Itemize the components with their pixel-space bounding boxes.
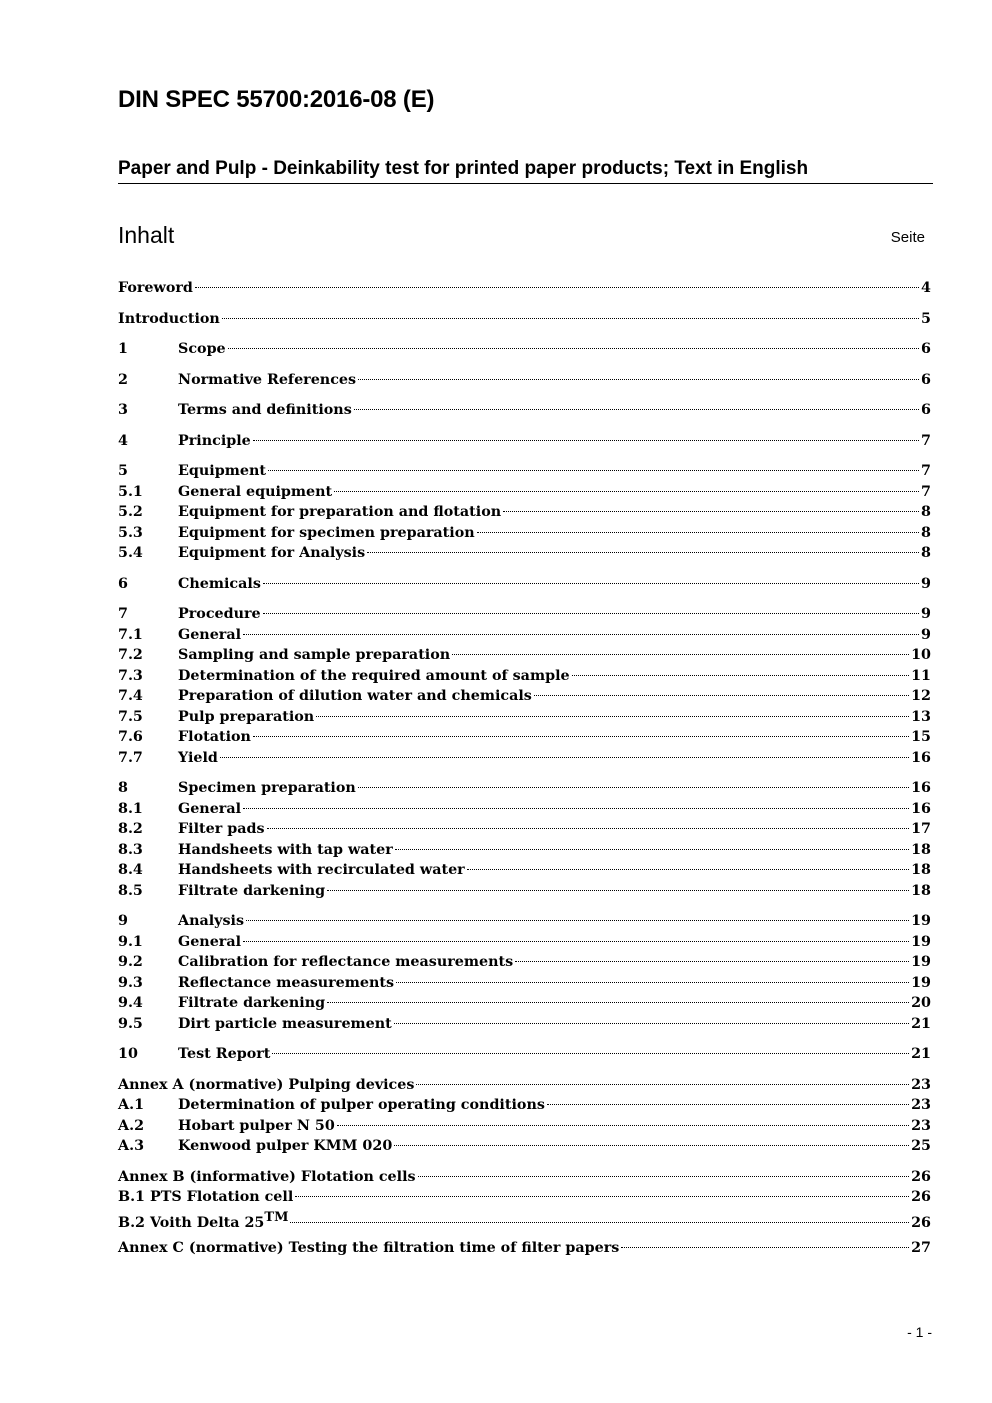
- toc-entry-title-text: Kenwood pulper KMM 020: [178, 1138, 393, 1154]
- toc-entry-title-text: Handsheets with tap water: [178, 841, 393, 858]
- toc-entry-number: A.2: [118, 1117, 145, 1134]
- toc-entry-title-text: Calibration for reflectance measurements: [178, 954, 514, 970]
- toc-entry-number: A.3: [118, 1138, 145, 1154]
- toc-entry-number: 8.4: [118, 862, 143, 878]
- toc-entry-title-text: Procedure: [178, 606, 261, 622]
- toc-entry[interactable]: [118, 625, 931, 646]
- table-of-contents: [118, 278, 931, 1259]
- toc-entry-title-text: Chemicals: [178, 575, 261, 592]
- toc-entry-title: [178, 502, 501, 523]
- toc-entry-title-text: Hobart pulper N 50: [178, 1117, 335, 1134]
- toc-entry-title: [178, 574, 261, 595]
- toc-entry-title-text: Annex B (informative) Flotation cells: [118, 1168, 416, 1185]
- toc-entry-page: 18: [911, 862, 931, 878]
- toc-entry[interactable]: [118, 278, 931, 299]
- toc-entry-title: [178, 860, 465, 881]
- toc-entry-title: [178, 523, 475, 544]
- document-subtitle: Paper and Pulp - Deinkability test for printed paper products; Text in English: [118, 158, 933, 184]
- toc-entry-page: 13: [911, 708, 931, 725]
- toc-entry-title-text: B.1 PTS Flotation cell: [118, 1189, 294, 1205]
- toc-entry-page: 26: [911, 1189, 931, 1205]
- toc-entry-title: [178, 686, 532, 707]
- toc-entry-title-text: Normative References: [178, 371, 357, 388]
- toc-dot-leader: [477, 532, 919, 533]
- toc-entry-page: 8: [921, 524, 931, 541]
- toc-dot-leader: [367, 552, 919, 553]
- toc-entry-number: 8: [118, 780, 128, 796]
- toc-entry[interactable]: [118, 645, 931, 666]
- toc-dot-leader: [334, 491, 919, 492]
- toc-entry-title-text: Preparation of dilution water and chemicals: [178, 688, 532, 704]
- toc-entry-title-text: Principle: [178, 432, 251, 449]
- toc-entry[interactable]: [118, 1044, 931, 1065]
- toc-entry-page: 23: [911, 1076, 931, 1093]
- toc-dot-leader: [228, 348, 919, 349]
- toc-entry-page: 16: [911, 749, 931, 766]
- toc-entry-title: [178, 666, 570, 687]
- toc-dot-leader: [272, 1053, 909, 1054]
- toc-entry-number: 6: [118, 575, 128, 592]
- page-column-label: Seite: [890, 229, 925, 246]
- toc-dot-leader: [295, 1196, 909, 1197]
- toc-entry-title: [118, 309, 220, 330]
- toc-dot-leader: [195, 287, 919, 288]
- toc-dot-leader: [327, 1002, 909, 1003]
- toc-dot-leader: [290, 1222, 909, 1223]
- toc-entry-title: [178, 645, 450, 666]
- toc-entry-number: 7.7: [118, 749, 143, 766]
- toc-entry-page: 18: [911, 841, 931, 858]
- toc-dot-leader: [222, 318, 919, 319]
- toc-entry-title-text: Equipment for preparation and flotation: [178, 504, 502, 520]
- toc-entry-title: [118, 278, 193, 299]
- toc-entry-title-text: Equipment for specimen preparation: [178, 524, 475, 541]
- toc-entry[interactable]: [118, 400, 931, 421]
- toc-entry[interactable]: [118, 502, 931, 523]
- toc-entry-number: 10: [118, 1046, 138, 1062]
- toc-entry[interactable]: [118, 799, 931, 820]
- toc-entry-title-text: Reflectance measurements: [178, 974, 395, 991]
- toc-entry[interactable]: [118, 574, 931, 595]
- toc-entry-title: [118, 1167, 416, 1188]
- toc-entry-page: 15: [911, 729, 931, 745]
- toc-entry-title: [178, 707, 314, 728]
- toc-entry-title: [178, 604, 261, 625]
- toc-entry[interactable]: [118, 748, 931, 769]
- toc-entry-page: 10: [911, 647, 931, 663]
- toc-entry-page: 4: [921, 280, 931, 296]
- toc-entry-title-text: Scope: [178, 341, 226, 357]
- toc-dot-leader: [354, 409, 919, 410]
- toc-dot-leader: [263, 583, 919, 584]
- toc-entry-title-text: Annex C (normative) Testing the filtration time of filter papers: [118, 1240, 620, 1256]
- toc-entry-title: [178, 1116, 335, 1137]
- toc-entry-title: [178, 911, 244, 932]
- toc-entry-title-text: Filtrate darkening: [178, 882, 326, 899]
- toc-entry-title: [178, 973, 394, 994]
- toc-entry[interactable]: [118, 309, 931, 330]
- toc-entry-number: 7.1: [118, 626, 143, 643]
- toc-entry[interactable]: [118, 932, 931, 953]
- toc-entry[interactable]: [118, 860, 931, 881]
- toc-entry-title-text: Test Report: [178, 1046, 271, 1062]
- toc-entry[interactable]: [118, 727, 931, 748]
- toc-entry[interactable]: [118, 370, 931, 391]
- toc-entry-page: 19: [911, 933, 931, 950]
- toc-dot-leader: [418, 1176, 910, 1177]
- toc-entry-number: 9.3: [118, 974, 143, 991]
- toc-entry-page: 18: [911, 882, 931, 899]
- toc-entry-number: 9.4: [118, 995, 143, 1011]
- toc-entry-page: 7: [921, 463, 931, 479]
- toc-entry[interactable]: [118, 666, 931, 687]
- toc-entry-page: 26: [911, 1214, 931, 1231]
- toc-entry-title: [178, 819, 265, 840]
- toc-entry-title-text: Handsheets with recirculated water: [178, 862, 465, 878]
- toc-entry-number: 9: [118, 913, 128, 929]
- toc-entry[interactable]: [118, 686, 931, 707]
- toc-entry[interactable]: [118, 973, 931, 994]
- toc-entry-title: [178, 799, 241, 820]
- toc-entry-title-text: Equipment: [178, 463, 266, 479]
- toc-entry-title: [178, 482, 332, 503]
- toc-entry-title: [178, 952, 513, 973]
- toc-dot-leader: [267, 828, 910, 829]
- toc-dot-leader: [337, 1125, 909, 1126]
- toc-entry-title-text: Sampling and sample preparation: [178, 647, 451, 663]
- toc-entry-title: [118, 1187, 293, 1208]
- toc-entry-title: [178, 993, 325, 1014]
- toc-entry[interactable]: [118, 1014, 931, 1035]
- toc-entry-page: 6: [921, 371, 931, 388]
- toc-entry-page: 26: [911, 1168, 931, 1185]
- toc-entry-number: 2: [118, 371, 128, 388]
- toc-entry-title: [178, 1136, 392, 1157]
- toc-dot-leader: [395, 849, 909, 850]
- toc-entry-page: 16: [911, 780, 931, 796]
- toc-entry-title: [178, 748, 218, 769]
- toc-heading: Inhalt: [118, 222, 175, 248]
- toc-entry-number: A.1: [118, 1097, 145, 1113]
- toc-entry[interactable]: [118, 482, 931, 503]
- toc-entry-page: 9: [921, 575, 931, 592]
- toc-entry-title: [178, 370, 356, 391]
- toc-entry-number: 7: [118, 606, 128, 622]
- toc-entry[interactable]: [118, 1136, 931, 1157]
- toc-entry-title-text: General equipment: [178, 483, 333, 500]
- toc-entry[interactable]: [118, 339, 931, 360]
- toc-entry-title: [178, 932, 241, 953]
- toc-entry-title: [178, 431, 251, 452]
- toc-entry-number: 8.2: [118, 821, 143, 837]
- toc-entry-title: [118, 1075, 414, 1096]
- toc-entry-title: [178, 339, 226, 360]
- toc-entry[interactable]: [118, 1075, 931, 1096]
- toc-entry-title: [178, 778, 356, 799]
- toc-entry[interactable]: [118, 911, 931, 932]
- toc-entry-title-text: General: [178, 933, 242, 950]
- toc-entry[interactable]: [118, 840, 931, 861]
- toc-dot-leader: [358, 787, 909, 788]
- toc-entry[interactable]: [118, 523, 931, 544]
- toc-entry-title-text: Dirt particle measurement: [178, 1015, 392, 1032]
- toc-entry-title-text: Flotation: [178, 729, 251, 745]
- toc-dot-leader: [396, 982, 909, 983]
- toc-entry-number: 7.4: [118, 688, 143, 704]
- toc-entry-page: 6: [921, 402, 931, 418]
- toc-entry-title-text: Annex A (normative) Pulping devices: [118, 1076, 415, 1093]
- toc-entry-number: 9.2: [118, 954, 143, 970]
- toc-entry-page: 8: [921, 545, 931, 561]
- toc-entry-title: [118, 1208, 288, 1234]
- toc-entry-number: 9.1: [118, 933, 143, 950]
- toc-entry-title-text: Specimen preparation: [178, 780, 356, 796]
- toc-entry-number: 7.6: [118, 729, 143, 745]
- toc-entry[interactable]: [118, 461, 931, 482]
- toc-entry-title-text: General: [178, 626, 242, 643]
- toc-entry-title: [178, 543, 365, 564]
- toc-entry-page: 17: [911, 821, 931, 837]
- toc-dot-leader: [394, 1023, 909, 1024]
- toc-entry-page: 16: [911, 800, 931, 817]
- toc-entry[interactable]: [118, 1167, 931, 1188]
- toc-dot-leader: [243, 941, 909, 942]
- toc-dot-leader: [416, 1084, 909, 1085]
- toc-entry-page: 8: [921, 504, 931, 520]
- toc-dot-leader: [327, 890, 909, 891]
- page-number: - 1 -: [907, 1324, 932, 1340]
- trademark-superscript: TM: [264, 1209, 289, 1225]
- toc-entry-title: [178, 840, 393, 861]
- toc-entry-title: [178, 461, 266, 482]
- toc-entry[interactable]: [118, 1238, 931, 1259]
- toc-entry-number: 5: [118, 463, 128, 479]
- toc-entry[interactable]: [118, 1095, 931, 1116]
- toc-entry-title-text: Terms and definitions: [178, 402, 352, 418]
- toc-entry-page: 7: [921, 432, 931, 449]
- toc-entry-title: [178, 1014, 392, 1035]
- toc-entry[interactable]: [118, 1208, 931, 1229]
- toc-dot-leader: [547, 1104, 909, 1105]
- toc-entry-title-text: Filtrate darkening: [178, 995, 326, 1011]
- toc-entry-title: [118, 1238, 619, 1259]
- toc-entry-page: 25: [911, 1138, 931, 1154]
- toc-entry-page: 19: [911, 954, 931, 970]
- toc-entry[interactable]: [118, 819, 931, 840]
- toc-entry-title: [178, 727, 251, 748]
- toc-entry-number: 1: [118, 341, 128, 357]
- toc-entry-number: 4: [118, 432, 128, 449]
- toc-dot-leader: [243, 634, 919, 635]
- toc-entry[interactable]: [118, 993, 931, 1014]
- toc-entry-title: [178, 1095, 545, 1116]
- toc-entry-title-text: General: [178, 800, 242, 817]
- toc-entry-number: 5.2: [118, 504, 143, 520]
- toc-entry[interactable]: [118, 952, 931, 973]
- document-title: DIN SPEC 55700:2016-08 (E): [118, 86, 435, 113]
- toc-entry-page: 21: [911, 1015, 931, 1032]
- toc-entry-number: 7.2: [118, 647, 143, 663]
- toc-entry[interactable]: [118, 707, 931, 728]
- toc-entry-title-text: Foreword: [118, 280, 193, 296]
- toc-dot-leader: [220, 757, 909, 758]
- toc-dot-leader: [515, 961, 909, 962]
- toc-dot-leader: [534, 695, 909, 696]
- toc-entry-title-text: Determination of the required amount of sample: [178, 667, 570, 684]
- toc-entry[interactable]: [118, 778, 931, 799]
- toc-entry-title-text: Pulp preparation: [178, 708, 315, 725]
- toc-dot-leader: [358, 379, 919, 380]
- toc-entry-title-text: Determination of pulper operating conditions: [178, 1097, 545, 1113]
- toc-entry-page: 7: [921, 483, 931, 500]
- toc-entry-title-text: Introduction: [118, 310, 220, 327]
- toc-entry-page: 6: [921, 341, 931, 357]
- toc-dot-leader: [572, 675, 909, 676]
- toc-entry-number: 8.1: [118, 800, 143, 817]
- toc-entry-title: [178, 881, 325, 902]
- toc-entry-title-text: Yield: [178, 749, 218, 766]
- toc-dot-leader: [243, 808, 909, 809]
- toc-entry-page: 5: [921, 310, 931, 327]
- toc-entry-page: 20: [911, 995, 931, 1011]
- toc-dot-leader: [503, 511, 919, 512]
- toc-entry-title: [178, 1044, 270, 1065]
- toc-entry-number: 8.3: [118, 841, 143, 858]
- toc-entry-page: 27: [911, 1240, 931, 1256]
- toc-entry-page: 23: [911, 1097, 931, 1113]
- toc-entry-number: 9.5: [118, 1015, 143, 1032]
- toc-dot-leader: [246, 920, 909, 921]
- toc-entry-page: 12: [911, 688, 931, 704]
- toc-dot-leader: [263, 613, 919, 614]
- toc-dot-leader: [467, 869, 909, 870]
- toc-entry-number: 8.5: [118, 882, 143, 899]
- toc-entry-number: 7.3: [118, 667, 143, 684]
- toc-dot-leader: [394, 1145, 909, 1146]
- toc-dot-leader: [268, 470, 919, 471]
- toc-dot-leader: [452, 654, 909, 655]
- toc-entry-page: 23: [911, 1117, 931, 1134]
- toc-entry[interactable]: [118, 1187, 931, 1208]
- toc-entry-title: [178, 625, 241, 646]
- toc-entry-number: 3: [118, 402, 128, 418]
- toc-entry-title: [178, 400, 352, 421]
- toc-entry-page: 9: [921, 626, 931, 643]
- toc-entry-title-text: Equipment for Analysis: [178, 545, 366, 561]
- toc-entry-page: 11: [911, 667, 931, 684]
- toc-dot-leader: [253, 736, 909, 737]
- toc-entry[interactable]: [118, 431, 931, 452]
- toc-dot-leader: [253, 440, 919, 441]
- toc-dot-leader: [316, 716, 909, 717]
- toc-entry-title-text: Analysis: [178, 913, 245, 929]
- toc-entry[interactable]: [118, 881, 931, 902]
- toc-entry-page: 19: [911, 913, 931, 929]
- toc-entry-page: 19: [911, 974, 931, 991]
- toc-entry-number: 7.5: [118, 708, 143, 725]
- toc-entry-title-text: Filter pads: [178, 821, 265, 837]
- toc-entry-number: 5.3: [118, 524, 143, 541]
- toc-entry-page: 21: [911, 1046, 931, 1062]
- toc-entry-page: 9: [921, 606, 931, 622]
- toc-entry[interactable]: [118, 604, 931, 625]
- toc-dot-leader: [621, 1247, 909, 1248]
- toc-entry[interactable]: [118, 1116, 931, 1137]
- toc-entry-number: 5.4: [118, 545, 143, 561]
- toc-entry[interactable]: [118, 543, 931, 564]
- toc-entry-title-text: B.2 Voith Delta 25: [118, 1214, 265, 1231]
- toc-entry-number: 5.1: [118, 483, 143, 500]
